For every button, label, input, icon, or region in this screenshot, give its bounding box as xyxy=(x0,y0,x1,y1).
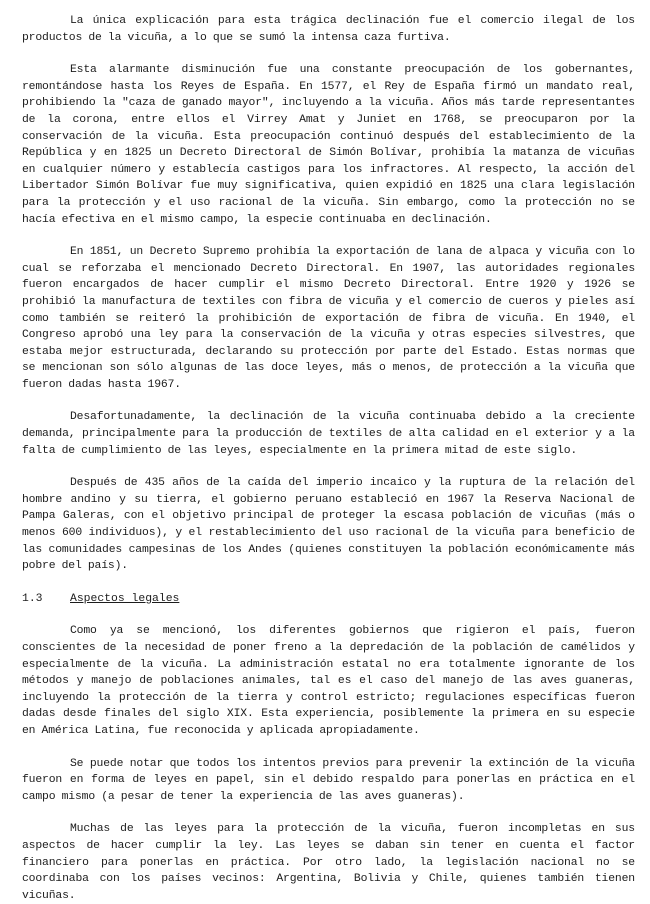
section-number: 1.3 xyxy=(22,592,43,605)
paragraph-paper-laws: Se puede notar que todos los intentos previos para prevenir la extinción de la vicuña fueron en forma de leyes en papel, sin el debido respaldo para ponerlas en práctica en el campo mismo (a pesar de tener la experiencia de las aves guaneras). xyxy=(22,757,635,803)
paragraph-pampa-galeras-reserve: Después de 435 años de la caída del imperio incaico y la ruptura de la relación del hombre andino y su tierra, el gobierno peruano estableció en 1967 la Reserva Nacional de Pampa Galeras, con el objetivo principal de proteger la escasa población de vicuñas (más o menos 600 individuos), y el restablecimiento del uso racional de la vicuña para beneficio de las comunidades campesinas de los Andes (quienes constituyen la población económicamente más pobre del país). xyxy=(22,477,635,573)
paragraph-continued-decline: Desafortunadamente, la declinación de la vicuña continuaba debido a la creciente demanda, principalmente para la producción de textiles de alta calidad en el exterior y a la falta de cumplimiento de las leyes, especialmente en la primera mitad de este siglo. xyxy=(22,411,635,457)
paragraph-decrees-1851-1967: En 1851, un Decreto Supremo prohibía la exportación de lana de alpaca y vicuña con lo cual se reforzaba el mencionado Decreto Directoral. En 1907, las autoridades regionales fueron encargados de hacer cumplir el mismo Decreto Directoral. Entre 1920 y 1926 se prohibió la manufactura de textiles con fibra de vicuña y el comercio de cueros y pieles así como también se reiteró la prohibición de exportación de fibra de vicuña. En 1940, el Congreso aprobó una ley para la conservación de la vicuña y otras especies silvestres, que estaba mejor estructurada, declarando su protección por parte del Estado. Estas normas que se mencionan son sólo algunas de las doce leyes, más o menos, de protección a la vicuña que fueron dadas hasta 1967. xyxy=(22,246,635,391)
paragraph-illegal-trade: La única explicación para esta trágica declinación fue el comercio ilegal de los productos de la vicuña, a lo que se sumó la intensa caza furtiva. xyxy=(22,15,635,44)
section-heading xyxy=(22,591,635,608)
paragraph-incomplete-laws: Muchas de las leyes para la protección de la vicuña, fueron incompletas en sus aspectos de hacer cumplir la ley. Las leyes se daban sin tener en cuenta el factor financiero para ponerlas en práctica. Por otro lado, la legislación nacional no se coordinaba con los países vecinos: Argentina, Bolivia y Chile, quienes también tienen vicuñas. xyxy=(22,823,635,902)
section-title: Aspectos legales xyxy=(70,592,180,605)
paragraph-government-awareness: Como ya se mencionó, los diferentes gobiernos que rigieron el país, fueron conscientes de la necesidad de poner freno a la depredación de la población de camélidos y especialmente de la vicuña. La administración estatal no era totalmente ignorante de los métodos y manejo de poblaciones animales, tal es el caso del manejo de las aves guaneras, incluyendo la protección de la tierra y control estricto; regulaciones específicas fueron dadas desde finales del siglo XIX. Esta experiencia, posiblemente la primera en su especie en América Latina, fue reconocida y aplicada apropiadamente. xyxy=(22,625,635,737)
paragraph-historical-concern: Esta alarmante disminución fue una constante preocupación de los gobernantes, remontándose hasta los Reyes de España. En 1577, el Rey de España firmó un mandato real, prohibiendo la "caza de ganado mayor", incluyendo a la vicuña. Años más tarde representantes de la corona, entre ellos el Virrey Amat y Juniet en 1768, se preocuparon por la conservación de la vicuña. Esta preocupación continuó después del establecimiento de la República y en 1825 un Decreto Directoral de Simón Bolívar, prohibía la matanza de vicuñas en cualquier número y establecía castigos para los infractores. Al respecto, la acción del Libertador Simón Bolívar fue muy significativa, quien expidió en 1825 una clara legislación para la protección y el uso racional de la vicuña. Sin embargo, como la protección no se hacía efectiva en el mismo campo, la especie continuaba en declinación. xyxy=(22,64,635,226)
